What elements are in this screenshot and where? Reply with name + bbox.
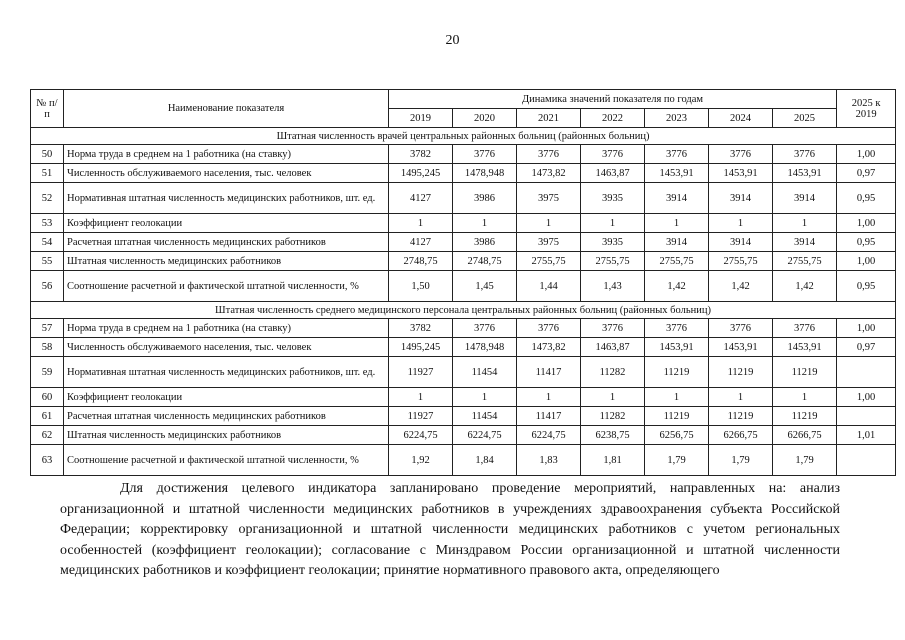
- value-2019: 11927: [389, 407, 453, 426]
- value-2020: 11454: [453, 357, 517, 388]
- header-year: 2019: [389, 109, 453, 128]
- value-2022: 11282: [581, 407, 645, 426]
- value-2019: 1,50: [389, 271, 453, 302]
- value-2020: 1,45: [453, 271, 517, 302]
- value-ratio: 0,97: [837, 338, 896, 357]
- table-row: [31, 164, 896, 183]
- header-ratio: 2025 к 2019: [837, 90, 896, 128]
- value-2025: 3914: [773, 183, 837, 214]
- value-2022: 11282: [581, 357, 645, 388]
- value-2020: 1: [453, 214, 517, 233]
- value-2021: 1: [517, 388, 581, 407]
- value-2022: 3776: [581, 145, 645, 164]
- value-2021: 11417: [517, 357, 581, 388]
- row-number: 62: [31, 426, 64, 445]
- table-row: [31, 357, 896, 388]
- value-2024: 11219: [709, 407, 773, 426]
- value-2019: 4127: [389, 233, 453, 252]
- row-number: 52: [31, 183, 64, 214]
- row-number: 57: [31, 319, 64, 338]
- value-2019: 3782: [389, 319, 453, 338]
- header-name: Наименование показателя: [64, 90, 389, 128]
- value-2023: 1: [645, 388, 709, 407]
- row-number: 63: [31, 445, 64, 476]
- row-number: 55: [31, 252, 64, 271]
- row-indicator-name: Численность обслуживаемого населения, тыс. человек: [64, 338, 389, 357]
- indicators-table: [30, 89, 896, 476]
- value-2023: 1,42: [645, 271, 709, 302]
- value-ratio: [837, 357, 896, 388]
- value-2020: 11454: [453, 407, 517, 426]
- header-year: 2024: [709, 109, 773, 128]
- value-2020: 6224,75: [453, 426, 517, 445]
- value-2020: 1478,948: [453, 164, 517, 183]
- row-indicator-name: Штатная численность медицинских работников: [64, 426, 389, 445]
- value-2025: 1453,91: [773, 164, 837, 183]
- row-indicator-name: Соотношение расчетной и фактической штатной численности, %: [64, 445, 389, 476]
- table-row: [31, 338, 896, 357]
- value-2023: 1453,91: [645, 338, 709, 357]
- row-number: 61: [31, 407, 64, 426]
- value-2019: 2748,75: [389, 252, 453, 271]
- value-2021: 3975: [517, 183, 581, 214]
- value-2021: 1473,82: [517, 164, 581, 183]
- row-indicator-name: Норма труда в среднем на 1 работника (на ставку): [64, 319, 389, 338]
- value-2024: 3914: [709, 233, 773, 252]
- value-2021: 3776: [517, 145, 581, 164]
- value-2024: 3914: [709, 183, 773, 214]
- value-2020: 3776: [453, 145, 517, 164]
- value-2025: 6266,75: [773, 426, 837, 445]
- table-row: [31, 271, 896, 302]
- value-2025: 11219: [773, 407, 837, 426]
- table-row: [31, 252, 896, 271]
- value-2021: 3776: [517, 319, 581, 338]
- value-2024: 2755,75: [709, 252, 773, 271]
- table-row: [31, 233, 896, 252]
- header-year: 2021: [517, 109, 581, 128]
- value-2021: 11417: [517, 407, 581, 426]
- value-2024: 1,79: [709, 445, 773, 476]
- value-ratio: 1,00: [837, 319, 896, 338]
- section1-title: Штатная численность врачей центральных районных больниц (районных больниц): [31, 128, 896, 145]
- row-indicator-name: Расчетная штатная численность медицинских работников: [64, 233, 389, 252]
- header-year: 2022: [581, 109, 645, 128]
- value-2022: 1: [581, 214, 645, 233]
- value-2022: 1,43: [581, 271, 645, 302]
- value-ratio: [837, 445, 896, 476]
- value-2019: 6224,75: [389, 426, 453, 445]
- row-indicator-name: Численность обслуживаемого населения, тыс. человек: [64, 164, 389, 183]
- row-indicator-name: Соотношение расчетной и фактической штатной численности, %: [64, 271, 389, 302]
- value-2023: 11219: [645, 357, 709, 388]
- value-2021: 2755,75: [517, 252, 581, 271]
- value-2019: 1,92: [389, 445, 453, 476]
- value-2022: 1463,87: [581, 338, 645, 357]
- page-number: 20: [445, 33, 460, 48]
- row-indicator-name: Коэффициент геолокации: [64, 388, 389, 407]
- row-number: 60: [31, 388, 64, 407]
- value-2025: 1,79: [773, 445, 837, 476]
- value-2023: 11219: [645, 407, 709, 426]
- table-row: [31, 388, 896, 407]
- value-2020: 3986: [453, 233, 517, 252]
- value-2023: 1,79: [645, 445, 709, 476]
- value-2022: 1,81: [581, 445, 645, 476]
- table-row: [31, 319, 896, 338]
- value-2022: 2755,75: [581, 252, 645, 271]
- value-2023: 1: [645, 214, 709, 233]
- header-year: 2025: [773, 109, 837, 128]
- value-2021: 6224,75: [517, 426, 581, 445]
- value-2022: 3935: [581, 233, 645, 252]
- value-2020: 3986: [453, 183, 517, 214]
- row-number: 58: [31, 338, 64, 357]
- row-indicator-name: Штатная численность медицинских работников: [64, 252, 389, 271]
- value-2019: 1: [389, 214, 453, 233]
- value-2024: 3776: [709, 319, 773, 338]
- value-2023: 2755,75: [645, 252, 709, 271]
- value-ratio: 1,00: [837, 388, 896, 407]
- table-row: [31, 214, 896, 233]
- row-number: 50: [31, 145, 64, 164]
- row-indicator-name: Норма труда в среднем на 1 работника (на ставку): [64, 145, 389, 164]
- value-2021: 3975: [517, 233, 581, 252]
- value-2025: 1,42: [773, 271, 837, 302]
- value-2025: 2755,75: [773, 252, 837, 271]
- value-ratio: 0,97: [837, 164, 896, 183]
- header-year: 2023: [645, 109, 709, 128]
- row-indicator-name: Нормативная штатная численность медицинских работников, шт. ед.: [64, 357, 389, 388]
- header-year: 2020: [453, 109, 517, 128]
- value-2022: 3776: [581, 319, 645, 338]
- value-ratio: 1,00: [837, 145, 896, 164]
- value-2023: 3776: [645, 319, 709, 338]
- value-2024: 1: [709, 214, 773, 233]
- row-number: 53: [31, 214, 64, 233]
- value-2022: 1: [581, 388, 645, 407]
- value-2021: 1,83: [517, 445, 581, 476]
- value-2024: 1453,91: [709, 338, 773, 357]
- value-2025: 3776: [773, 319, 837, 338]
- value-2021: 1473,82: [517, 338, 581, 357]
- header-no: № п/п: [31, 90, 64, 128]
- value-2022: 6238,75: [581, 426, 645, 445]
- value-ratio: 1,01: [837, 426, 896, 445]
- value-2024: 11219: [709, 357, 773, 388]
- row-indicator-name: Нормативная штатная численность медицинских работников, шт. ед.: [64, 183, 389, 214]
- header-dynamics: Динамика значений показателя по годам: [389, 90, 837, 109]
- row-number: 54: [31, 233, 64, 252]
- value-ratio: 1,00: [837, 214, 896, 233]
- value-2023: 3776: [645, 145, 709, 164]
- value-2019: 11927: [389, 357, 453, 388]
- value-2023: 6256,75: [645, 426, 709, 445]
- row-number: 59: [31, 357, 64, 388]
- value-2020: 1,84: [453, 445, 517, 476]
- table-row: [31, 407, 896, 426]
- value-2020: 1478,948: [453, 338, 517, 357]
- value-2022: 1463,87: [581, 164, 645, 183]
- value-2024: 3776: [709, 145, 773, 164]
- value-2023: 3914: [645, 233, 709, 252]
- value-2022: 3935: [581, 183, 645, 214]
- row-number: 56: [31, 271, 64, 302]
- value-2020: 1: [453, 388, 517, 407]
- value-ratio: [837, 407, 896, 426]
- value-2024: 1: [709, 388, 773, 407]
- value-2019: 1495,245: [389, 338, 453, 357]
- value-2025: 3776: [773, 145, 837, 164]
- value-2024: 1453,91: [709, 164, 773, 183]
- value-2019: 1: [389, 388, 453, 407]
- value-2021: 1,44: [517, 271, 581, 302]
- value-ratio: 1,00: [837, 252, 896, 271]
- value-2019: 4127: [389, 183, 453, 214]
- section2-title: Штатная численность среднего медицинского персонала центральных районных больниц (районных больниц): [31, 302, 896, 319]
- table-row: [31, 445, 896, 476]
- section2-rows: [31, 319, 896, 476]
- value-2019: 1495,245: [389, 164, 453, 183]
- row-number: 51: [31, 164, 64, 183]
- value-2025: 1453,91: [773, 338, 837, 357]
- value-2019: 3782: [389, 145, 453, 164]
- value-2020: 2748,75: [453, 252, 517, 271]
- value-2021: 1: [517, 214, 581, 233]
- section1-rows: [31, 145, 896, 302]
- value-2023: 1453,91: [645, 164, 709, 183]
- table-row: [31, 426, 896, 445]
- value-ratio: 0,95: [837, 233, 896, 252]
- value-2020: 3776: [453, 319, 517, 338]
- value-2025: 11219: [773, 357, 837, 388]
- value-ratio: 0,95: [837, 271, 896, 302]
- value-2024: 6266,75: [709, 426, 773, 445]
- row-indicator-name: Коэффициент геолокации: [64, 214, 389, 233]
- value-2025: 1: [773, 388, 837, 407]
- value-2025: 3914: [773, 233, 837, 252]
- value-2025: 1: [773, 214, 837, 233]
- table-row: [31, 145, 896, 164]
- value-ratio: 0,95: [837, 183, 896, 214]
- body-paragraph: Для достижения целевого индикатора запланировано проведение мероприятий, направленных на: анализ организационной и штатной численности медицинских работников в учреждениях здравоохранения субъекта Российской Федерации; корректировку организационной и штатной численности медицинских работников с учетом региональных особенностей (коэффициент геолокации); согласование с Минздравом России организационной и штатной численности медицинских работников и коэффициент геолокации; принятие нормативного правового акта, определяющего: [60, 481, 840, 578]
- row-indicator-name: Расчетная штатная численность медицинских работников: [64, 407, 389, 426]
- value-2023: 3914: [645, 183, 709, 214]
- table-row: [31, 183, 896, 214]
- value-2024: 1,42: [709, 271, 773, 302]
